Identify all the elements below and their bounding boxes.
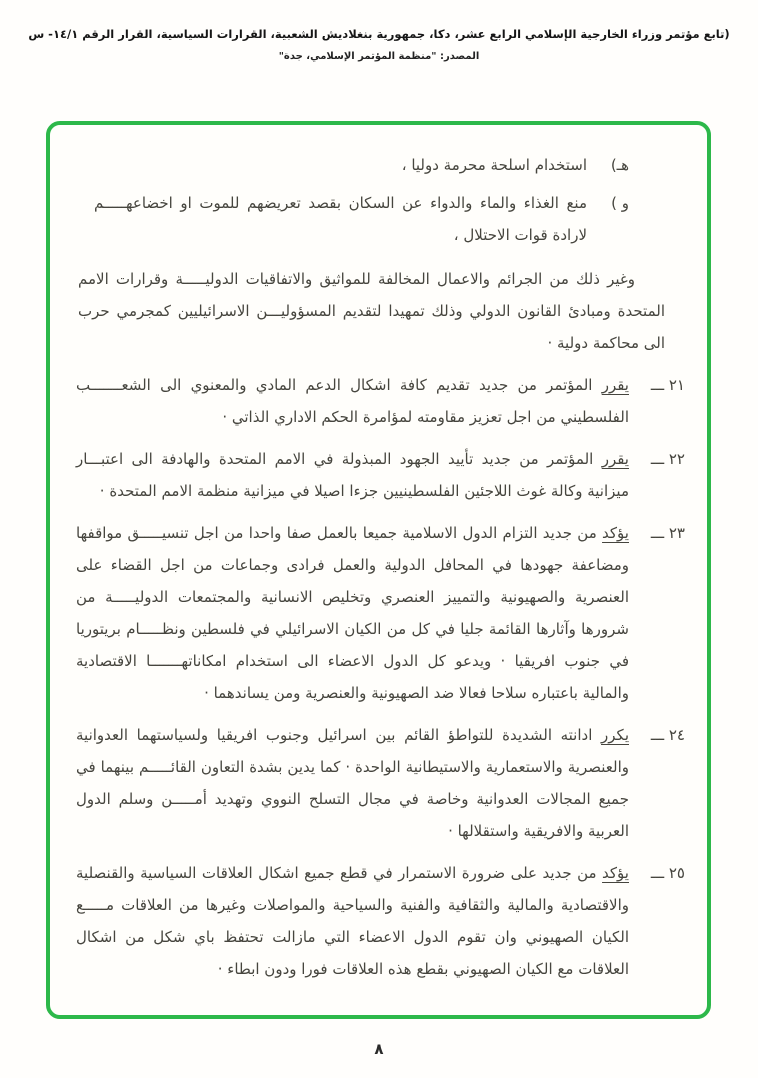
- resolution-body-text: المؤتمر من جديد تأييد الجهود المبذولة في الامم المتحدة والهادفة الى اعتبـــار ميزانية وكالة غوث اللاجئين الفلسطينيين جزءا اصيلا في ميزانية منظمة الامم المتحدة ·: [76, 450, 629, 500]
- resolution-lead-word: يكرر: [601, 726, 629, 744]
- resolution-lead-word: يقرر: [601, 450, 629, 468]
- header-source: المصدر: "منظمة المؤتمر الإسلامي، جدة": [278, 51, 480, 62]
- resolution-body-text: من جديد على ضرورة الاستمرار في قطع جميع اشكال العلاقات السياسية والقنصلية والاقتصادية والمالية والثقافية والفنية والسياحية والمواصلات وغيرها من العلاقات مـــــع الكيان الصهيوني وان تقوم الدول الاعضاء التي مازالت تحتفظ باي شكل من اشكال العلاقات مع الكيان الصهيوني بقطع هذه العلاقات فورا ودون ابطاء ·: [76, 864, 629, 978]
- resolution-text: [76, 857, 629, 985]
- resolution-text: [76, 443, 629, 507]
- resolution-number: ٢٥ ـــ: [650, 864, 685, 882]
- resolution-item-25: [76, 857, 685, 985]
- lettered-item-ha: [94, 149, 629, 181]
- resolution-item-24: [76, 719, 685, 847]
- resolution-text: [76, 369, 629, 433]
- resolution-number: ٢١ ـــ: [650, 376, 685, 394]
- document-body: [50, 125, 707, 985]
- resolution-text: [76, 517, 629, 709]
- header-title: (تابع مؤتمر وزراء الخارجية الإسلامي الرابع عشر، دكا، جمهورية بنغلاديش الشعبية، القرارات السياسية، القرار الرقم ١٤/١- س: [28, 27, 730, 41]
- resolution-lead-word: يؤكد: [602, 864, 629, 882]
- resolution-item-21: [76, 369, 685, 433]
- resolution-body-text: ادانته الشديدة للتواطؤ القائم بين اسرائيل وجنوب افريقيا ولسياستهما العدوانية والعنصرية والاستعمارية والاستيطانية الواحدة · كما يدين بشدة التعاون القائـــــم بينهما في جميع المجالات العدوانية وخاصة في مجال التسلح النووي وتهديد أمـــــن وسلم الدول العربية والافريقية واستقلالها ·: [76, 726, 629, 840]
- resolution-item-22: [76, 443, 685, 507]
- paragraph: وغير ذلك من الجرائم والاعمال المخالفة للمواثيق والاتفاقيات الدوليـــــة وقرارات الامم المتحدة ومبادئ القانون الدولي وذلك تمهيدا لتقديم المسؤوليـــن الاسرائيليين كمجرمي حرب الى محاكمة دولية ·: [78, 270, 665, 352]
- resolution-number: ٢٢ ـــ: [650, 450, 685, 468]
- resolution-body-text: من جديد التزام الدول الاسلامية جميعا بالعمل صفا واحدا من اجل تنسيـــــق مواقفها ومضاعفة جهودها في المحافل الدولية والعمل فرادى وجماعات من اجل القضاء على العنصرية والصهيونية والتمييز العنصري وتخليص الانسانية والمجتمعات الدوليـــــة من شرورها وآثارها القائمة جليا في كل من الكيان الاسرائيلي في فلسطين ونظـــــام بريتوريا في جنوب افريقيا · ويدعو كل الدول الاعضاء الى استخدام امكاناتهـــــــا الاقتصادية والمالية باعتباره سلاحا فعالا ضد الصهيونية والعنصرية ومن يساندهما ·: [76, 524, 629, 702]
- resolution-item-23: [76, 517, 685, 709]
- document-header: [0, 0, 758, 62]
- resolution-lead-word: يقرر: [601, 376, 629, 394]
- page-number: ٨: [374, 1040, 384, 1058]
- green-frame: [46, 121, 711, 1019]
- resolution-text: [76, 719, 629, 847]
- item-text: منع الغذاء والماء والدواء عن السكان بقصد تعريضهم للموت او اخضاعهـــــم لارادة قوات الاحتلال ،: [94, 194, 587, 244]
- item-text: استخدام اسلحة محرمة دوليا ،: [401, 156, 587, 174]
- item-marker: هـ): [610, 156, 629, 174]
- lettered-item-waw: [94, 187, 629, 251]
- resolution-lead-word: يؤكد: [602, 524, 629, 542]
- resolution-body-text: المؤتمر من جديد تقديم كافة اشكال الدعم المادي والمعنوي الى الشعـــــــب الفلسطيني من اجل تعزيز مقاومته لمؤامرة الحكم الاداري الذاتي ·: [76, 376, 629, 426]
- item-marker: و ): [611, 194, 629, 212]
- resolution-number: ٢٤ ـــ: [650, 726, 685, 744]
- resolution-number: ٢٣ ـــ: [650, 524, 685, 542]
